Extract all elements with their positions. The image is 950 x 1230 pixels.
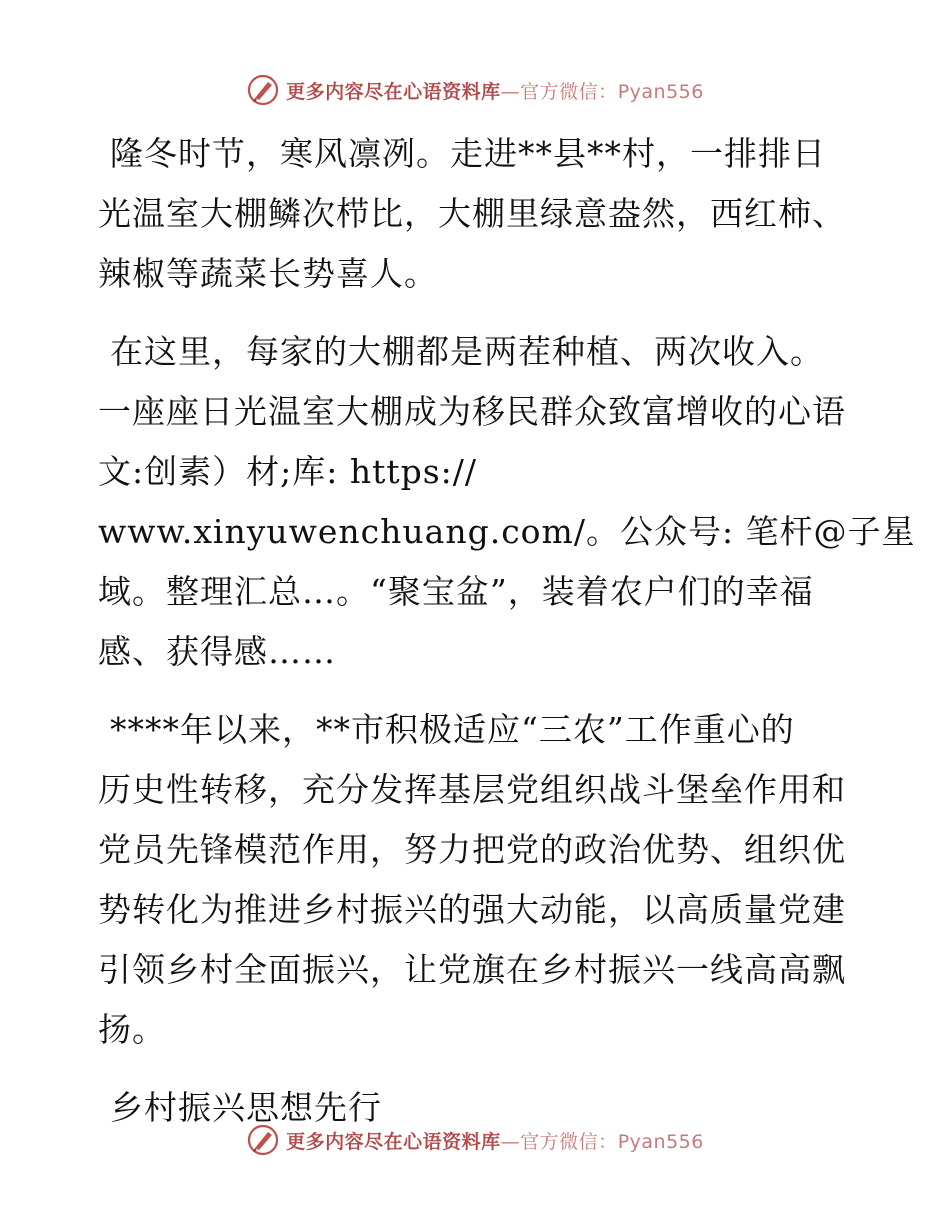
watermark-separator: — (500, 1130, 521, 1153)
paragraph-2 (98, 322, 916, 682)
paragraph-3 (98, 700, 858, 1060)
watermark-separator: — (500, 80, 521, 103)
text-line: 感、获得感…… (98, 632, 336, 671)
text-line: 文:创素）材;库: https:// (98, 452, 478, 491)
text-line: 隆冬时节，寒风凛冽。走进**县**村，一排排日 (110, 134, 826, 173)
text-line: 域。整理汇总…。“聚宝盆”，装着农户们的幸福 (98, 572, 814, 611)
text-line: 历史性转移，充分发挥基层党组织战斗堡垒作用和 (98, 770, 846, 809)
text-line: 扬。 (98, 1010, 166, 1049)
watermark-label: 官方微信： (520, 80, 618, 103)
watermark-wechat-id: Pyan556 (617, 1130, 704, 1153)
watermark-text (286, 1127, 704, 1154)
text-line: 乡村振兴思想先行 (110, 1088, 382, 1127)
text-line: 引领乡村全面振兴，让党旗在乡村振兴一线高高飘 (98, 950, 846, 989)
text-line: 势转化为推进乡村振兴的强大动能，以高质量党建 (98, 890, 846, 929)
watermark-brand: 更多内容尽在心语资料库 (286, 1130, 501, 1153)
document-body (98, 124, 916, 1156)
text-line: 光温室大棚鳞次栉比，大棚里绿意盎然，西红柿、 (98, 194, 846, 233)
text-line: 一座座日光温室大棚成为移民群众致富增收的心语 (98, 392, 846, 431)
header-watermark (0, 70, 950, 110)
footer-watermark (0, 1120, 950, 1160)
text-line: ****年以来，**市积极适应“三农”工作重心的 (110, 710, 795, 749)
watermark-wechat-id: Pyan556 (617, 80, 704, 103)
quill-pen-logo-icon (246, 73, 280, 107)
text-line: www.xinyuwenchuang.com/。公众号: 笔杆@子星 (98, 512, 916, 551)
text-line: 辣椒等蔬菜长势喜人。 (98, 254, 438, 293)
quill-pen-logo-icon (246, 1123, 280, 1157)
watermark-brand: 更多内容尽在心语资料库 (286, 80, 501, 103)
paragraph-1 (98, 124, 858, 304)
watermark-text (286, 77, 704, 104)
text-line: 党员先锋模范作用，努力把党的政治优势、组织优 (98, 830, 846, 869)
text-line: 在这里，每家的大棚都是两茬种植、两次收入。 (110, 332, 824, 371)
watermark-label: 官方微信： (520, 1130, 618, 1153)
